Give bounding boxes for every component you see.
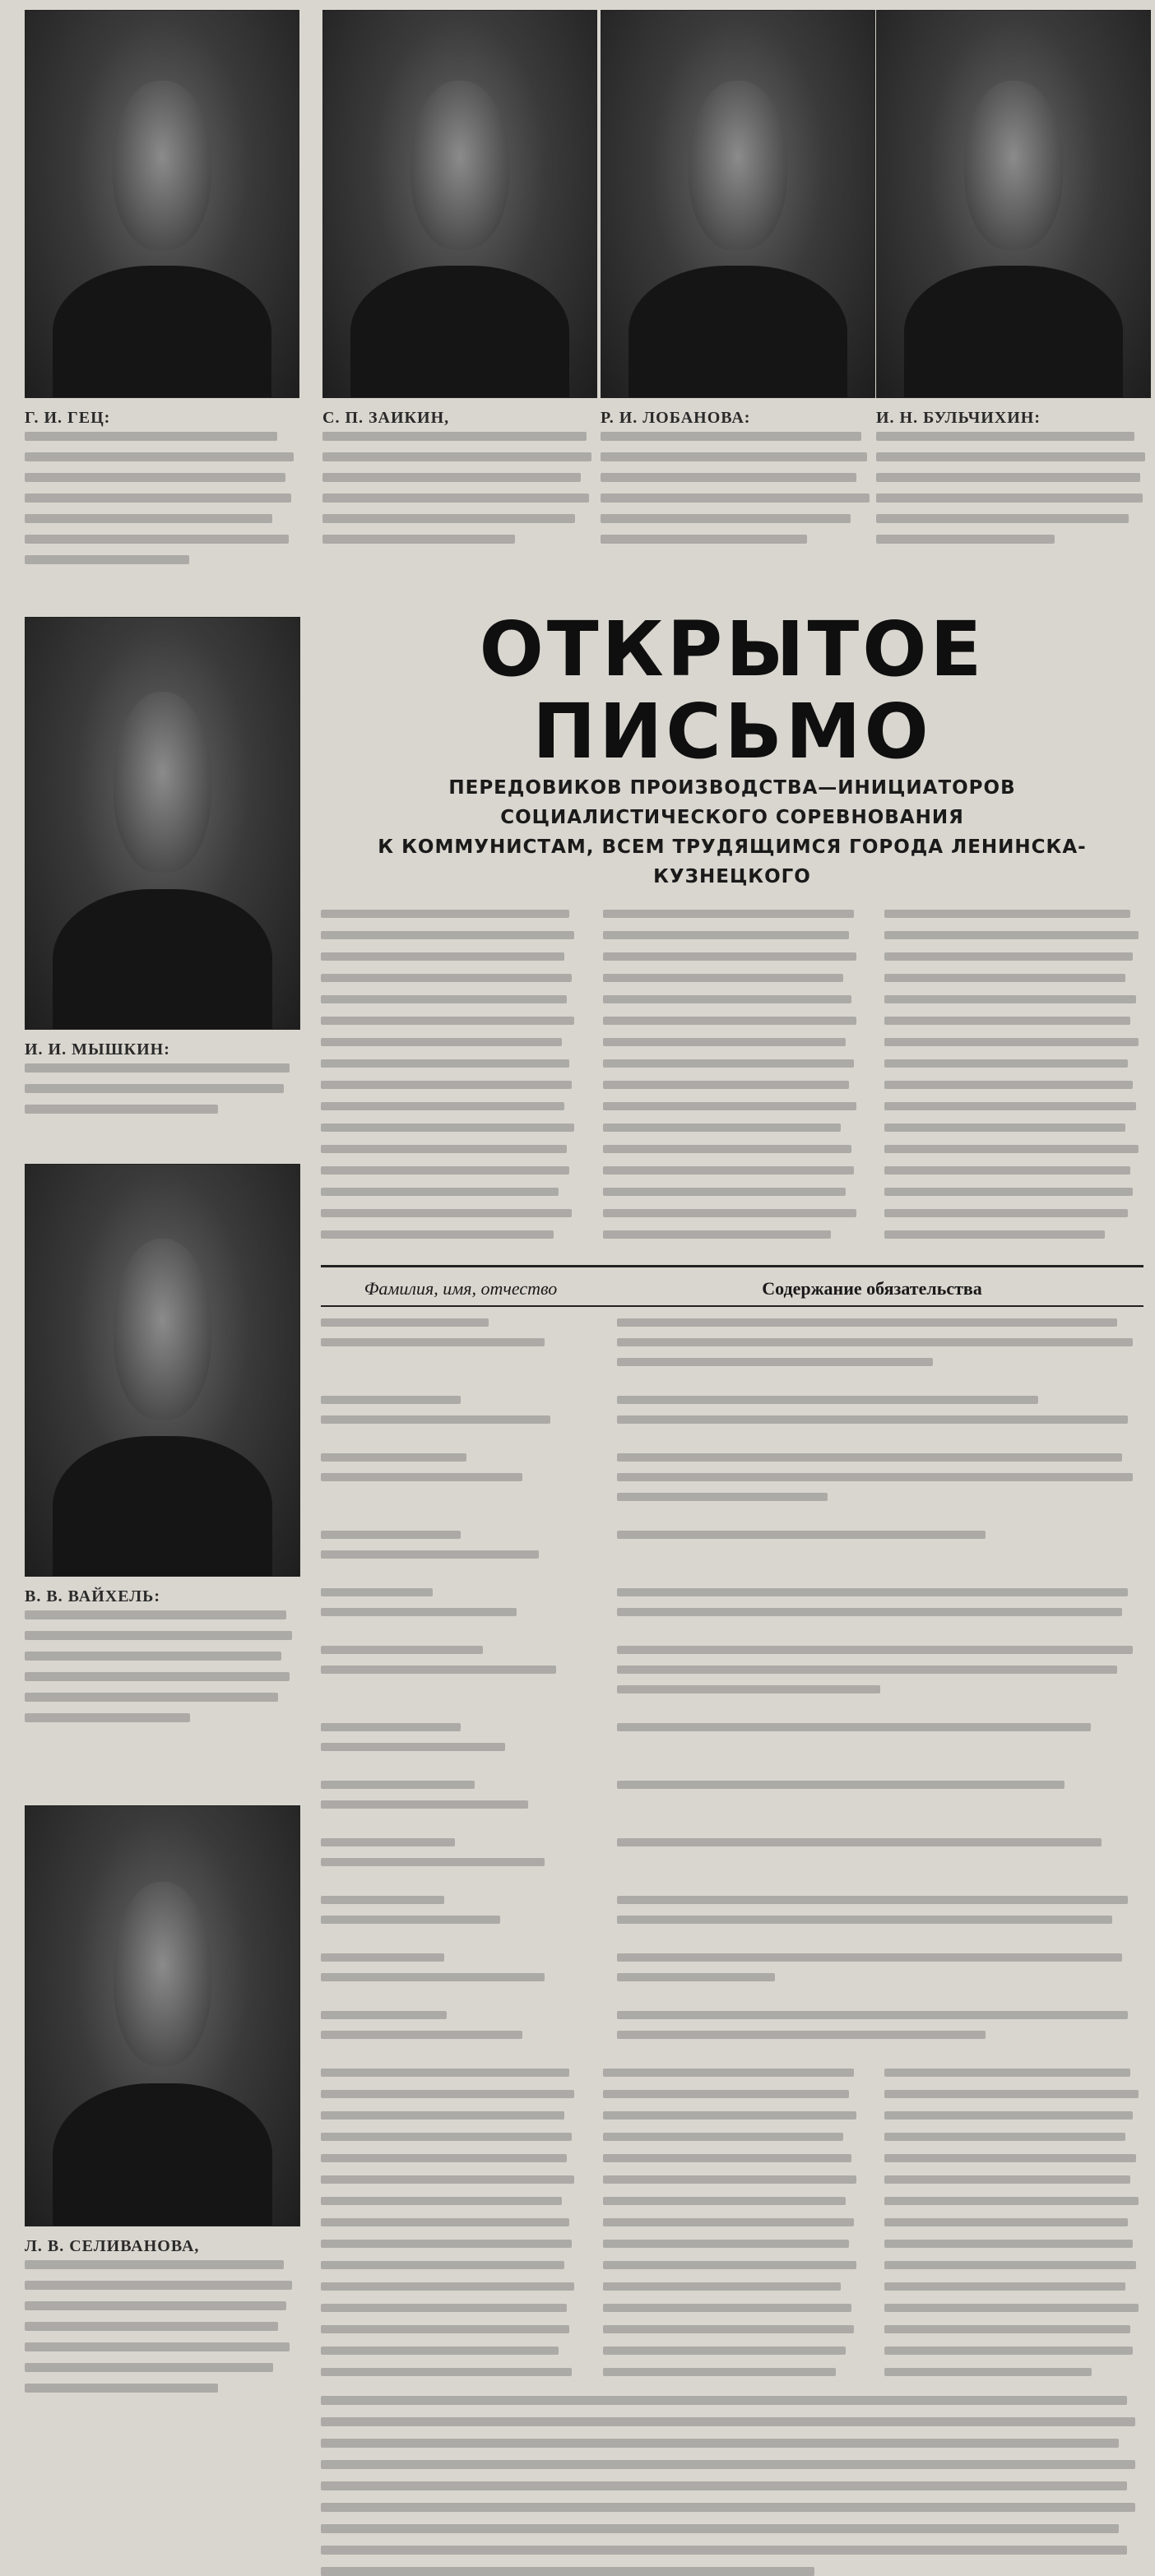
caption-text-illegible <box>25 432 299 564</box>
body-text-illegible <box>321 910 580 1239</box>
portrait-caption <box>25 408 299 576</box>
text-column <box>321 2065 580 2389</box>
portrait-caption <box>25 2236 300 2404</box>
caption-name: И. Н. БУЛЬЧИХИН: <box>876 409 1041 427</box>
caption-text-illegible <box>601 432 875 544</box>
portrait-photo <box>25 1164 300 1577</box>
table-row <box>321 1835 1143 1878</box>
caption-name: Л. В. СЕЛИВАНОВА, <box>25 2237 200 2255</box>
portrait-card <box>601 10 875 555</box>
table-row <box>321 1720 1143 1763</box>
pledges-table <box>321 1315 1143 2050</box>
caption-name: В. В. ВАЙХЕЛЬ: <box>25 1587 161 1605</box>
caption-text-illegible <box>25 1610 300 1722</box>
portrait-caption <box>601 408 875 555</box>
header-name: Фамилия, имя, отчество <box>364 1278 558 1299</box>
portrait-caption <box>25 1040 300 1125</box>
table-row <box>321 1893 1143 1935</box>
caption-name: Р. И. ЛОБАНОВА: <box>601 409 751 427</box>
caption-text-illegible <box>322 432 597 544</box>
text-column <box>884 2065 1143 2389</box>
table-row <box>321 1392 1143 1435</box>
subhead-line-1: ПЕРЕДОВИКОВ ПРОИЗВОДСТВА—ИНИЦИАТОРОВ СОЦИАЛИСТИЧЕСКОГО СОРЕВНОВАНИЯ <box>448 777 1016 828</box>
body-text-illegible <box>603 910 862 1239</box>
table-row <box>321 1315 1143 1378</box>
text-column <box>321 906 580 1252</box>
table-row <box>321 1585 1143 1628</box>
open-letter-article <box>321 605 1143 2459</box>
portrait-photo <box>25 1805 300 2226</box>
portrait-card <box>876 10 1151 555</box>
closing-columns <box>321 2065 1143 2389</box>
portrait-card <box>25 10 299 576</box>
portrait-caption <box>876 408 1151 555</box>
portrait-card <box>322 10 597 555</box>
subhead-line-2: К КОММУНИСТАМ, ВСЕМ ТРУДЯЩИМСЯ ГОРОДА ЛЕНИНСКА-КУЗНЕЦКОГО <box>378 836 1087 887</box>
portrait-photo <box>322 10 597 398</box>
pledges-table-header <box>321 1272 1143 1307</box>
table-row <box>321 1642 1143 1705</box>
table-row <box>321 2008 1143 2050</box>
text-column <box>603 906 862 1252</box>
body-text-illegible <box>321 2069 580 2376</box>
portrait-photo <box>25 10 299 398</box>
portrait-card <box>25 1164 300 1734</box>
signatories-text-illegible <box>321 2396 1143 2576</box>
portrait-card <box>25 617 300 1125</box>
portrait-card <box>25 1805 300 2404</box>
header-pledge: Содержание обязательства <box>762 1278 982 1299</box>
portrait-photo <box>876 10 1151 398</box>
body-text-illegible <box>884 910 1143 1239</box>
body-text-illegible <box>884 2069 1143 2376</box>
caption-text-illegible <box>25 1063 300 1114</box>
intro-columns <box>321 906 1143 1252</box>
table-row <box>321 1527 1143 1570</box>
portrait-caption <box>25 1587 300 1734</box>
caption-name: И. И. МЫШКИН: <box>25 1040 170 1059</box>
caption-text-illegible <box>25 2260 300 2393</box>
portrait-caption <box>322 408 597 555</box>
text-column <box>884 906 1143 1252</box>
table-row <box>321 1777 1143 1820</box>
headline: ОТКРЫТОЕ ПИСЬМО <box>479 605 986 776</box>
table-row <box>321 1950 1143 1993</box>
divider <box>321 1265 1143 1267</box>
caption-text-illegible <box>876 432 1151 544</box>
portrait-photo <box>601 10 875 398</box>
table-row <box>321 1450 1143 1513</box>
top-portrait-row <box>25 10 1152 623</box>
text-column <box>603 2065 862 2389</box>
portrait-photo <box>25 617 300 1030</box>
caption-name: С. П. ЗАИКИН, <box>322 409 450 427</box>
caption-name: Г. И. ГЕЦ: <box>25 409 111 427</box>
signatories-block <box>321 2396 1143 2576</box>
body-text-illegible <box>603 2069 862 2376</box>
